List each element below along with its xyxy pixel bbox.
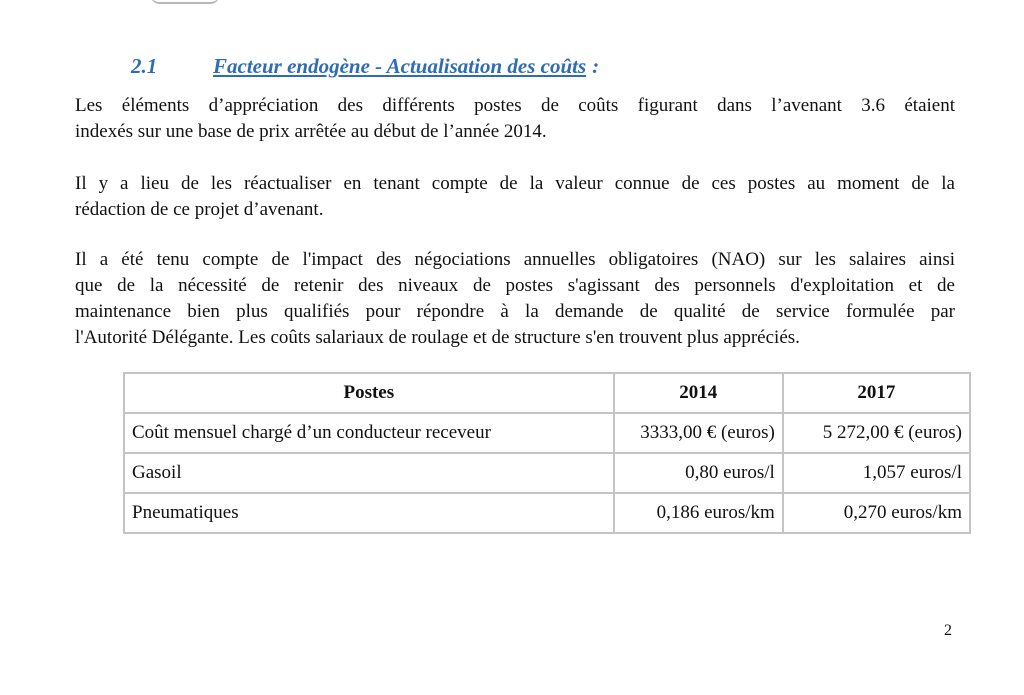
column-header-2014: 2014 [614, 373, 783, 413]
paragraph-2 [75, 171, 955, 223]
top-edge-artifact [150, 0, 220, 4]
costs-table [123, 372, 971, 534]
column-header-postes: Postes [124, 373, 614, 413]
paragraph-line: Il a été tenu compte de l'impact des négociations annuelles obligatoires (NAO) sur les salaires ainsi [75, 249, 955, 270]
table-cell-2017: 0,270 euros/km [783, 493, 970, 533]
paragraph-line: l'Autorité Délégante. Les coûts salariaux de roulage et de structure s'en trouvent plus appréciés. [75, 327, 800, 348]
paragraph-line: que de la nécessité de retenir des niveaux de postes s'agissant des personnels d'exploitation et de [75, 275, 955, 296]
table-cell-2014: 0,80 euros/l [614, 453, 783, 493]
table-cell-poste: Gasoil [124, 453, 614, 493]
table-header-row [124, 373, 970, 413]
table-row [124, 493, 970, 533]
table-cell-2017: 5 272,00 € (euros) [783, 413, 970, 453]
table-row [124, 453, 970, 493]
table-cell-poste: Coût mensuel chargé d’un conducteur receveur [124, 413, 614, 453]
section-heading [131, 54, 599, 79]
table-cell-2014: 0,186 euros/km [614, 493, 783, 533]
section-colon: : [592, 54, 600, 78]
table-row [124, 413, 970, 453]
table-cell-2014: 3333,00 € (euros) [614, 413, 783, 453]
page-number: 2 [944, 622, 952, 639]
table-cell-poste: Pneumatiques [124, 493, 614, 533]
table-cell-2017: 1,057 euros/l [783, 453, 970, 493]
column-header-2017: 2017 [783, 373, 970, 413]
paragraph-1 [75, 93, 955, 145]
paragraph-line: maintenance bien plus qualifiés pour répondre à la demande de qualité de service formulée par [75, 301, 955, 322]
paragraph-line: indexés sur une base de prix arrêtée au début de l’année 2014. [75, 121, 547, 142]
paragraph-3 [75, 247, 955, 351]
paragraph-line: Les éléments d’appréciation des différents postes de coûts figurant dans l’avenant 3.6 étaient [75, 95, 955, 116]
paragraph-line: Il y a lieu de les réactualiser en tenant compte de la valeur connue de ces postes au moment de la [75, 173, 955, 194]
section-number: 2.1 [131, 54, 158, 78]
section-title: Facteur endogène - Actualisation des coûts [213, 54, 587, 78]
paragraph-line: rédaction de ce projet d’avenant. [75, 199, 324, 220]
